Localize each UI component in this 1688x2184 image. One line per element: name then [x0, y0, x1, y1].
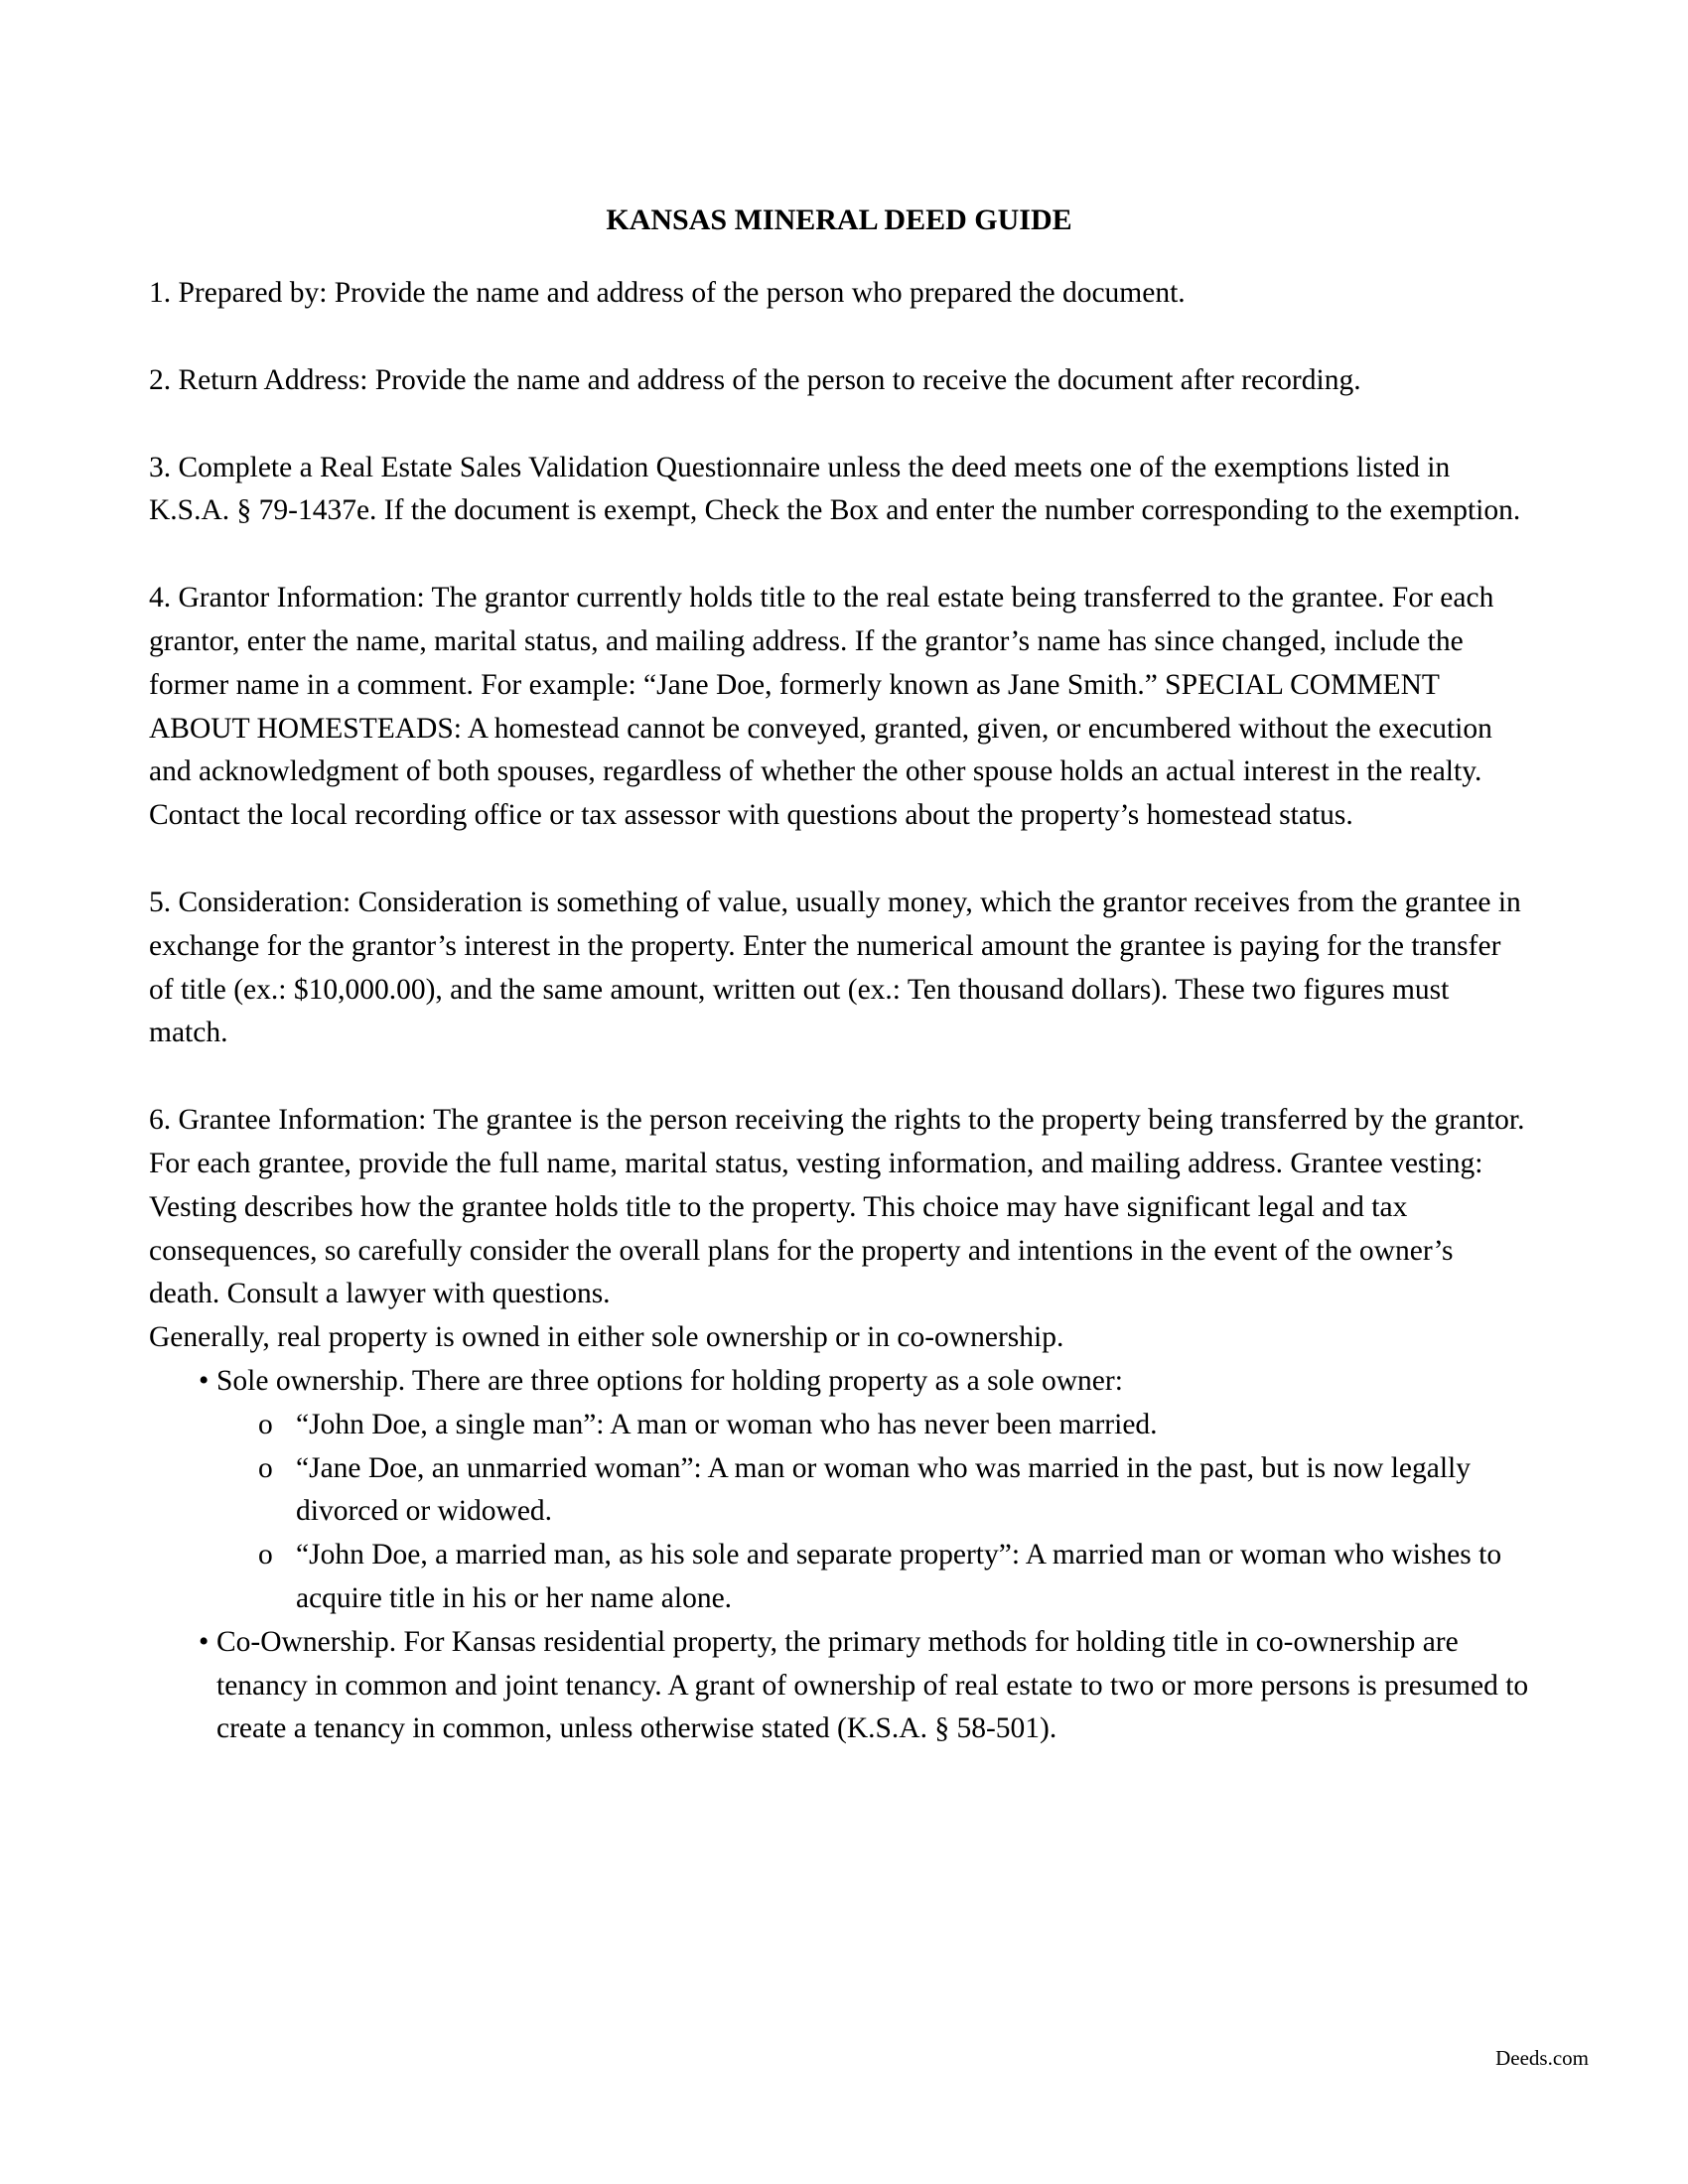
sole-ownership-options: [149, 1404, 1529, 1621]
ownership-list: [149, 1360, 1529, 1751]
sub-bullet-icon: o: [258, 1408, 273, 1440]
option-text: “John Doe, a married man, as his sole and separate property”: A married man or woman who wishes to acquire title in his or her name alone.: [296, 1539, 1502, 1614]
co-ownership-text: Co-Ownership. For Kansas residential property, the primary methods for holding title in co-ownership are tenancy in common and joint tenancy. A grant of ownership of real estate to two or more persons is presumed to create a tenancy in common, unless otherwise stated (K.S.A. § 58-501).: [216, 1625, 1529, 1745]
paragraph-ownership-intro: Generally, real property is owned in either sole ownership or in co-ownership.: [149, 1321, 1064, 1354]
document-page: [149, 199, 1529, 1751]
list-item-single-man: [149, 1404, 1529, 1447]
option-text: “John Doe, a single man”: A man or woman who has never been married.: [296, 1408, 1158, 1440]
paragraph-grantee-information: 6. Grantee Information: The grantee is the person receiving the rights to the property being transferred by the grantor. For each grantee, provide the full name, marital status, vesting information, and mailing address. Grantee vesting: Vesting describes how the grantee holds title to the property. This choice may have significant legal and tax consequences, so carefully consider the overall plans for the property and intentions in the event of the owner’s death. Consult a lawyer with questions.: [149, 1104, 1525, 1310]
sub-bullet-icon: o: [258, 1539, 273, 1571]
list-item-co-ownership: [149, 1621, 1529, 1751]
paragraph-consideration: 5. Consideration: Consideration is something of value, usually money, which the grantor receives from the grantee in exchange for the grantor’s interest in the property. Enter the numerical amount the grantee is paying for the transfer of title (ex.: $10,000.00), and the same amount, written out (ex.: Ten thousand dollars). These two figures must match.: [149, 886, 1521, 1049]
paragraph-prepared-by: 1. Prepared by: Provide the name and address of the person who prepared the document.: [149, 277, 1186, 309]
document-title: KANSAS MINERAL DEED GUIDE: [606, 204, 1072, 236]
paragraph-grantor-information: 4. Grantor Information: The grantor currently holds title to the real estate being transferred to the grantee. For each grantor, enter the name, marital status, and mailing address. If the grantor’s name has since changed, include the former name in a comment. For example: “Jane Doe, formerly known as Jane Smith.” SPECIAL COMMENT ABOUT HOMESTEADS: A homestead cannot be conveyed, granted, given, or encumbered without the execution and acknowledgment of both spouses, regardless of whether the other spouse holds an actual interest in the realty. Contact the local recording office or tax assessor with questions about the property’s homestead status.: [149, 582, 1494, 832]
list-item-sole-ownership: [149, 1360, 1529, 1404]
sole-ownership-text: Sole ownership. There are three options for holding property as a sole owner:: [216, 1364, 1123, 1397]
sub-bullet-icon: o: [258, 1451, 273, 1484]
bullet-icon: •: [199, 1364, 210, 1397]
bullet-icon: •: [199, 1625, 210, 1658]
option-text: “Jane Doe, an unmarried woman”: A man or woman who was married in the past, but is now legally divorced or widowed.: [296, 1451, 1471, 1528]
footer-brand: Deeds.com: [1495, 2046, 1589, 2070]
paragraph-return-address: 2. Return Address: Provide the name and address of the person to receive the document after recording.: [149, 363, 1361, 396]
list-item-unmarried-woman: [149, 1447, 1529, 1535]
sole-ownership-sublist: [149, 1404, 1529, 1621]
paragraph-validation-questionnaire: 3. Complete a Real Estate Sales Validation Questionnaire unless the deed meets one of the exemptions listed in K.S.A. § 79-1437e. If the document is exempt, Check the Box and enter the number corresponding to the exemption.: [149, 451, 1521, 527]
list-item-married-man-separate: [149, 1534, 1529, 1621]
